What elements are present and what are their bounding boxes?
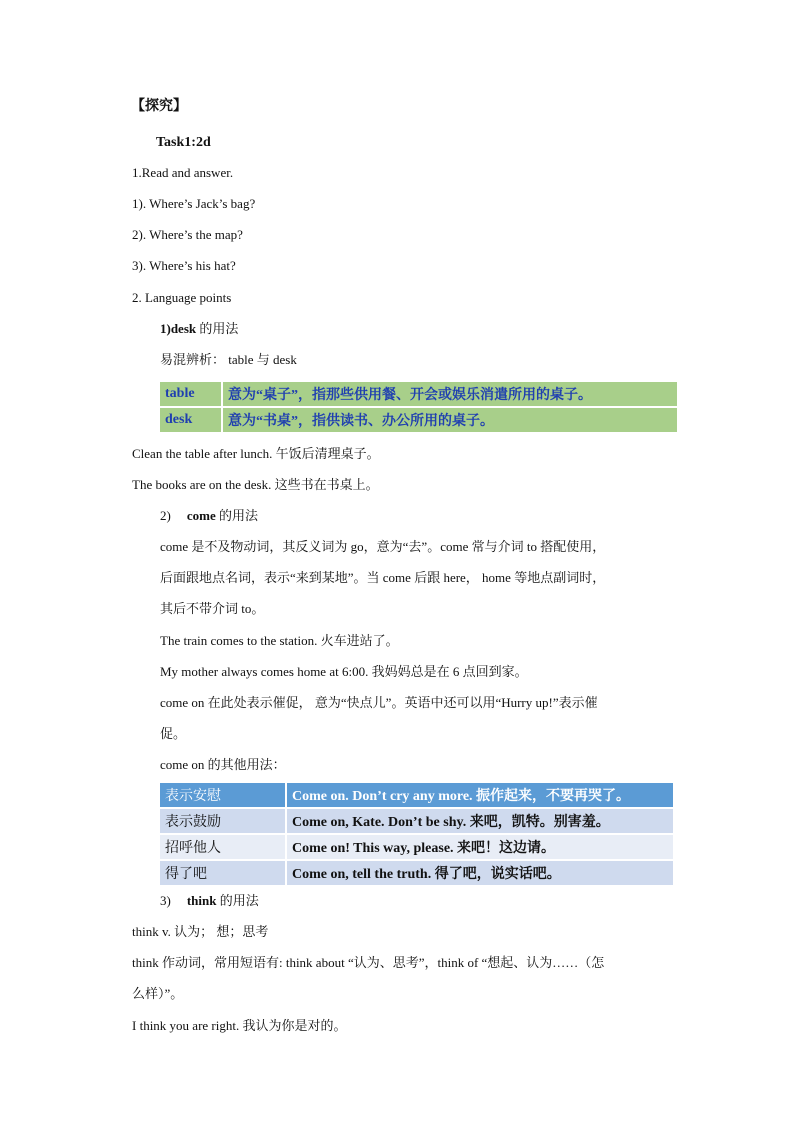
table-desk-comparison	[160, 382, 677, 434]
come-on-note-2: 促。	[160, 726, 187, 741]
think-paragraph-1: think 作动词，常用短语有: think about “认为、思考”，think of “想起、认为……（怎	[132, 955, 605, 970]
language-points: 2. Language points	[132, 290, 232, 305]
table-cell-example: Come on. Don’t cry any more. 振作起来，不要再哭了。	[286, 783, 673, 808]
desk-usage-suffix: 的用法	[196, 321, 239, 336]
table-cell-example: Come on, Kate. Don’t be shy. 来吧，凯特。别害羞。	[286, 808, 673, 834]
desk-example-1: Clean the table after lunch. 午饭后清理桌子。	[132, 446, 380, 461]
think-example: I think you are right. 我认为你是对的。	[132, 1018, 347, 1033]
table-row	[160, 783, 673, 808]
think-paragraph-2: 么样）”。	[132, 986, 184, 1001]
section-heading: 【探究】	[131, 99, 187, 114]
question-1: 1). Where’s Jack’s bag?	[132, 196, 256, 211]
table-cell-usage: 得了吧	[160, 860, 286, 886]
table-row	[160, 808, 673, 834]
desk-usage-title	[160, 320, 238, 338]
think-usage-title	[160, 892, 259, 910]
come-word: come	[186, 508, 216, 523]
question-2: 2). Where’s the map?	[132, 227, 243, 242]
table-cell-meaning: 意为“桌子”，指那些供用餐、开会或娱乐消遣所用的桌子。	[222, 382, 677, 407]
table-cell-example: Come on, tell the truth. 得了吧，说实话吧。	[286, 860, 673, 886]
table-cell-example: Come on! This way, please. 来吧！这边请。	[286, 834, 673, 860]
think-number: 3)	[160, 893, 171, 908]
question-3: 3). Where’s his hat?	[132, 258, 236, 273]
table-cell-usage: 表示鼓励	[160, 808, 286, 834]
think-definition: think v. 认为； 想；思考	[132, 924, 269, 939]
table-cell-usage: 表示安慰	[160, 783, 286, 808]
table-row	[160, 834, 673, 860]
desk-word: 1)desk	[160, 321, 197, 336]
table-cell-word: table	[160, 382, 222, 407]
think-usage-suffix: 的用法	[216, 893, 259, 908]
table-cell-usage: 招呼他人	[160, 834, 286, 860]
table-row	[160, 407, 677, 433]
come-number: 2)	[160, 508, 171, 523]
come-usage-title	[160, 507, 258, 525]
come-on-note-1: come on 在此处表示催促， 意为“快点儿”。英语中还可以用“Hurry up!”表示催	[160, 695, 598, 710]
think-word: think	[186, 893, 217, 908]
task-title: Task1:2d	[156, 135, 211, 150]
confusion-note: 易混辨析： table 与 desk	[160, 352, 297, 367]
come-paragraph-2: 后面跟地点名词，表示“来到某地”。当 come 后跟 here， home 等地点副词时，	[160, 570, 606, 585]
table-row	[160, 860, 673, 886]
table-cell-word: desk	[160, 407, 222, 433]
table-come-on-usages	[160, 783, 673, 887]
come-usage-suffix: 的用法	[215, 508, 258, 523]
come-example-2: My mother always comes home at 6:00. 我妈妈总是在 6 点回到家。	[160, 664, 528, 679]
come-example-1: The train comes to the station. 火车进站了。	[160, 633, 399, 648]
desk-example-2: The books are on the desk. 这些书在书桌上。	[132, 477, 379, 492]
come-paragraph-1: come 是不及物动词，其反义词为 go，意为“去”。come 常与介词 to 搭配使用，	[160, 539, 606, 554]
read-answer: 1.Read and answer.	[132, 165, 234, 180]
come-on-other-usages: come on 的其他用法：	[160, 757, 286, 772]
come-paragraph-3: 其后不带介词 to。	[160, 601, 265, 616]
table-cell-meaning: 意为“书桌”，指供读书、办公所用的桌子。	[222, 407, 677, 433]
table-row	[160, 382, 677, 407]
